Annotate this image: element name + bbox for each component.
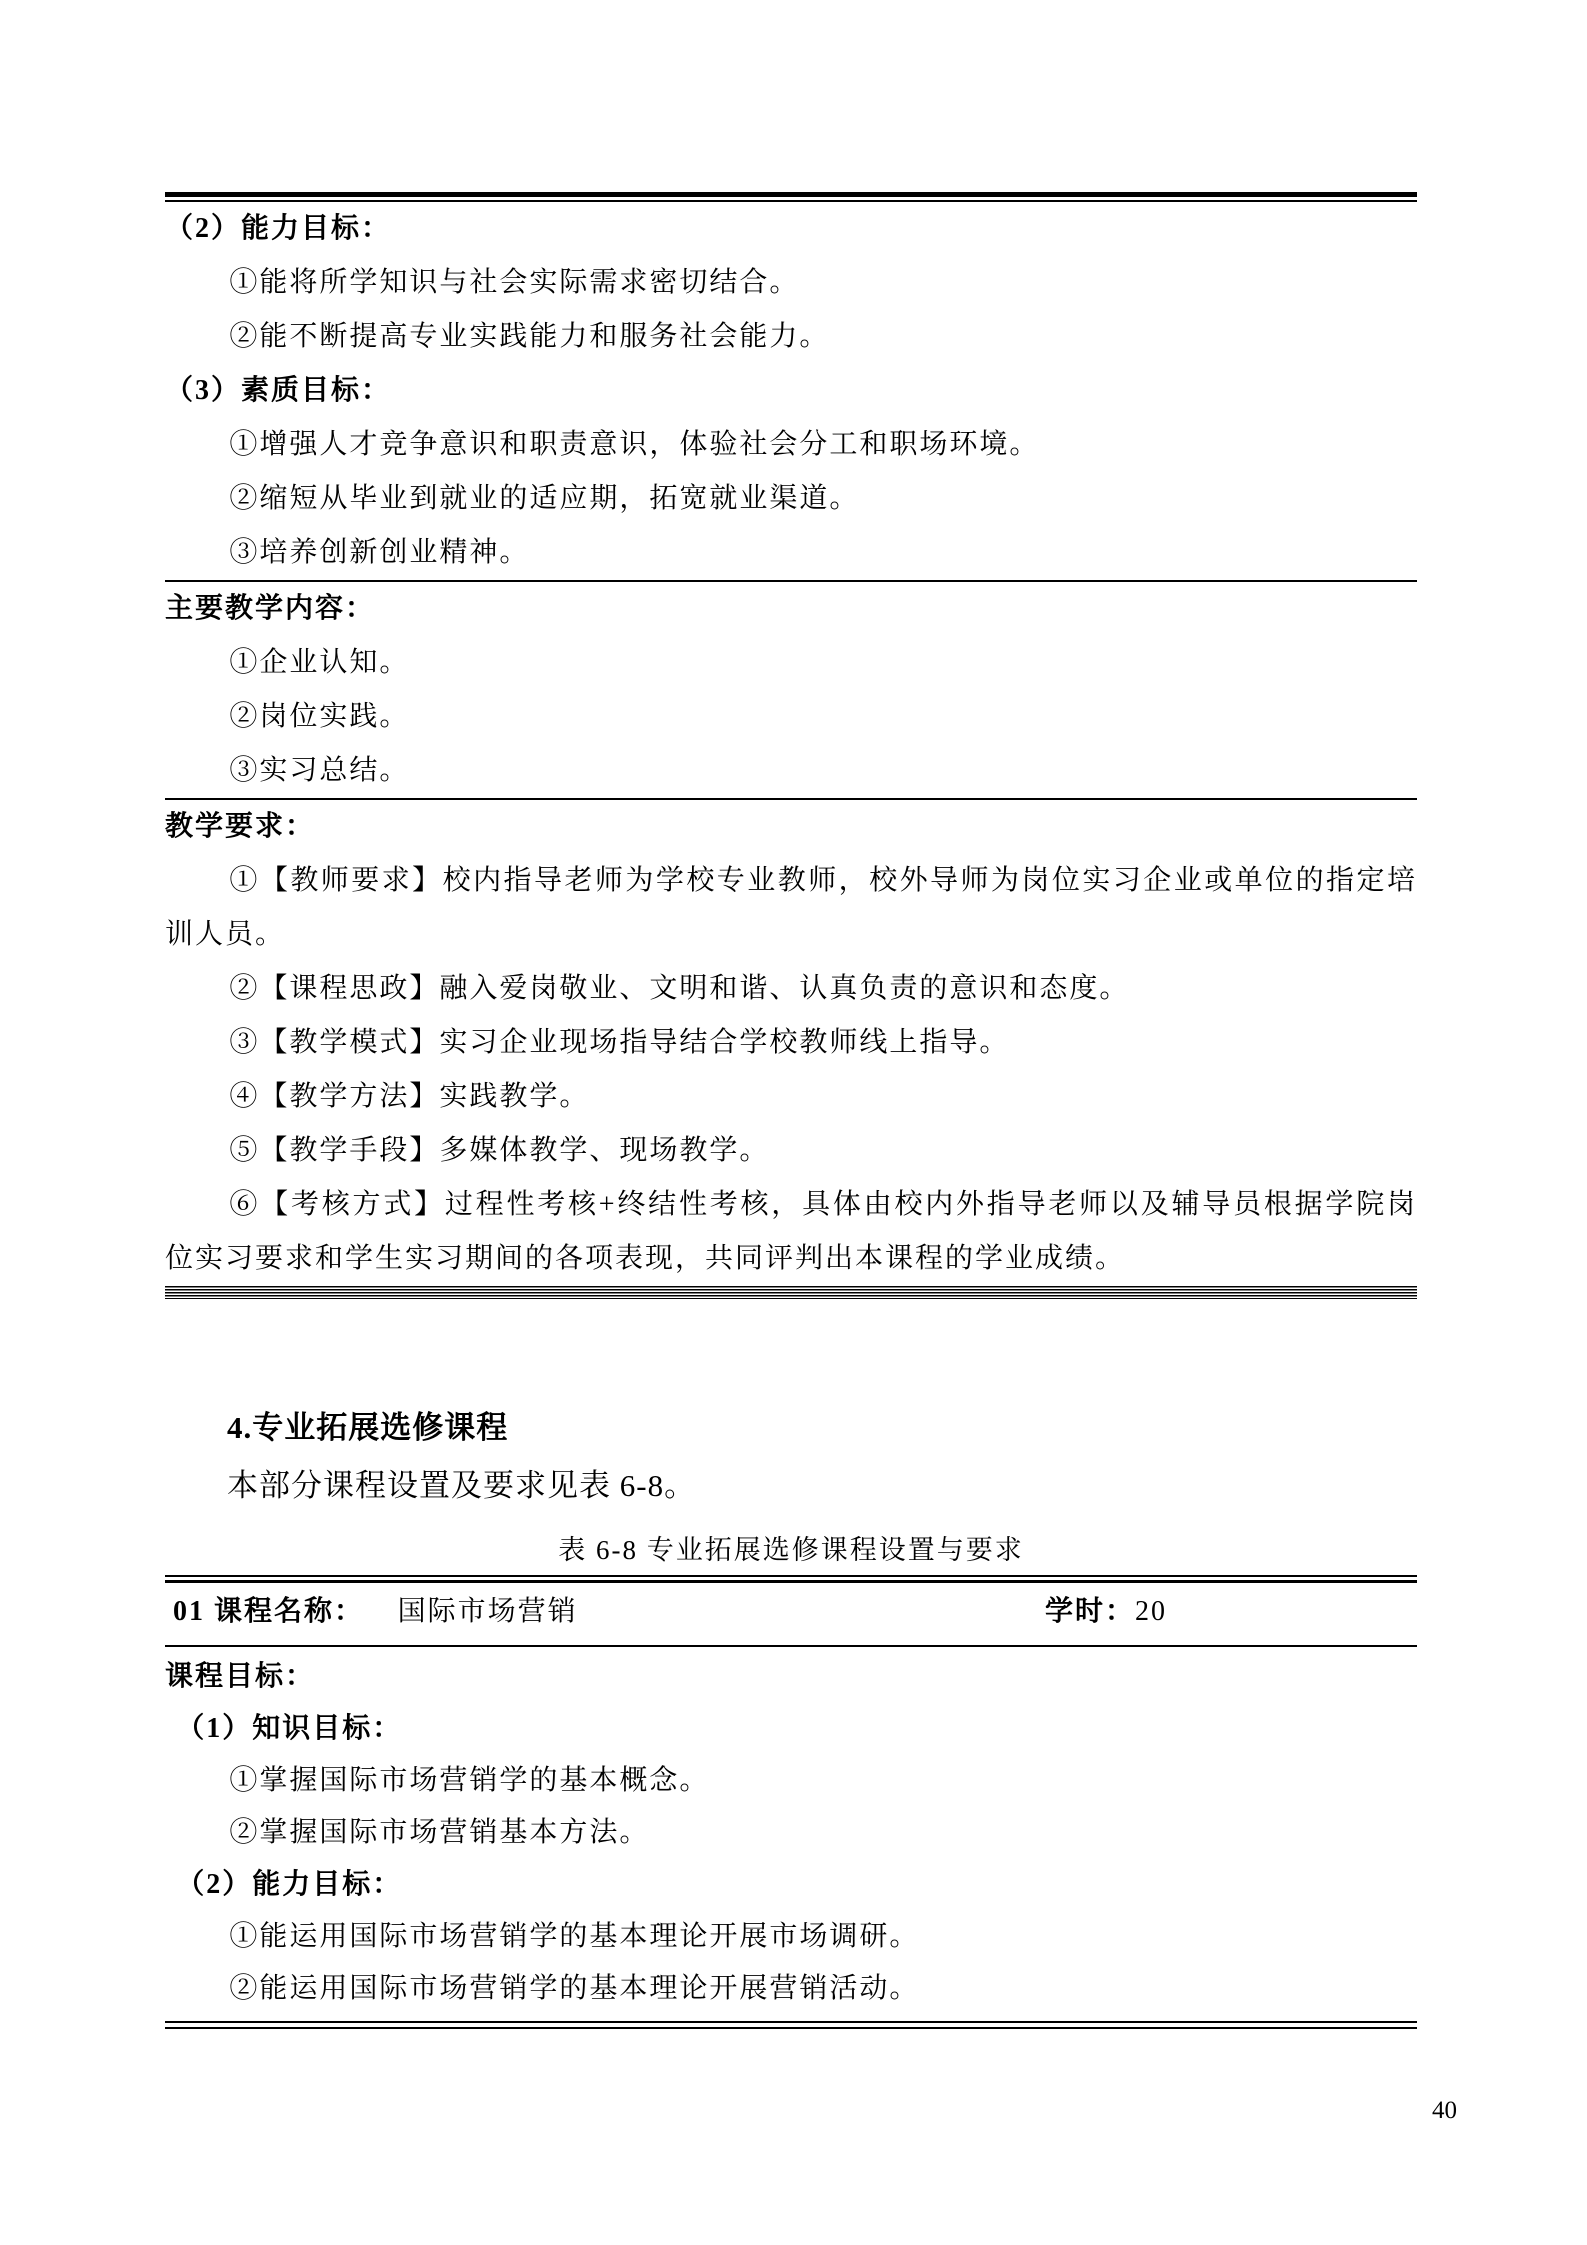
ability-goal-item: ②能运用国际市场营销学的基本理论开展营销活动。 — [229, 1973, 920, 2004]
table-bottom-border — [165, 1286, 1417, 1299]
course-name-label: 01 课程名称： — [173, 1596, 365, 1627]
ability-goal-heading: （2）能力目标： — [165, 213, 392, 244]
page-content — [165, 0, 1417, 2029]
teaching-requirements-section — [165, 800, 1417, 1286]
ability-goal-heading: （2）能力目标： — [176, 1869, 403, 1900]
knowledge-goal-item: ②掌握国际市场营销基本方法。 — [229, 1817, 650, 1848]
section-intro: 本部分课程设置及要求见表 6-8。 — [227, 1468, 697, 1503]
quality-goal-item: ①增强人才竞争意识和职责意识，体验社会分工和职场环境。 — [229, 429, 1040, 460]
elective-course-table — [165, 1575, 1417, 2029]
teaching-content-heading: 主要教学内容： — [165, 593, 376, 624]
ability-goal-item: ①能运用国际市场营销学的基本理论开展市场调研。 — [229, 1921, 920, 1952]
table-bottom-border — [165, 2021, 1417, 2029]
teaching-requirements-heading: 教学要求： — [165, 811, 316, 842]
course-table-continued — [165, 192, 1417, 1299]
course-header-row — [165, 1583, 1417, 1645]
teaching-requirement-item: ⑤【教学手段】多媒体教学、现场教学。 — [229, 1135, 770, 1166]
ability-goal-item: ②能不断提高专业实践能力和服务社会能力。 — [229, 321, 830, 352]
hours-label: 学时： — [1044, 1596, 1135, 1627]
teaching-content-section — [165, 582, 1417, 800]
top-margin-spacer — [165, 0, 1417, 192]
knowledge-goal-heading: （1）知识目标： — [176, 1713, 403, 1744]
table-caption: 表 6-8 专业拓展选修课程设置与要求 — [558, 1535, 1024, 1565]
course-goals-section — [165, 202, 1417, 582]
teaching-requirement-item: ③【教学模式】实习企业现场指导结合学校教师线上指导。 — [229, 1027, 1010, 1058]
course-goal-heading: 课程目标： — [165, 1661, 316, 1692]
course-goal-section — [165, 1647, 1417, 2021]
ability-goal-item: ①能将所学知识与社会实际需求密切结合。 — [229, 267, 800, 298]
teaching-requirement-item: ②【课程思政】融入爱岗敬业、文明和谐、认真负责的意识和态度。 — [229, 973, 1130, 1004]
section-heading: 4.专业拓展选修课程 — [227, 1410, 509, 1445]
section-gap — [165, 1299, 1417, 1399]
table-top-border — [165, 192, 1417, 202]
teaching-content-item: ②岗位实践。 — [229, 701, 410, 732]
course-name-value: 国际市场营销 — [397, 1596, 578, 1627]
teaching-requirement-item: ④【教学方法】实践教学。 — [229, 1081, 590, 1112]
teaching-requirement-item: ①【教师要求】校内指导老师为学校专业教师，校外导师为岗位实习企业或单位的指定培训人员。 — [165, 865, 1417, 950]
quality-goal-item: ③培养创新创业精神。 — [229, 537, 530, 568]
knowledge-goal-item: ①掌握国际市场营销学的基本概念。 — [229, 1765, 710, 1796]
quality-goal-heading: （3）素质目标： — [165, 375, 392, 406]
quality-goal-item: ②缩短从毕业到就业的适应期，拓宽就业渠道。 — [229, 483, 860, 514]
teaching-requirement-item: ⑥【考核方式】过程性考核+终结性考核，具体由校内外指导老师以及辅导员根据学院岗位实习要求和学生实习期间的各项表现，共同评判出本课程的学业成绩。 — [165, 1189, 1417, 1274]
table-top-border — [165, 1575, 1417, 1583]
hours-value: 20 — [1135, 1596, 1167, 1627]
course-hours — [1045, 1585, 1167, 1639]
teaching-content-item: ①企业认知。 — [229, 647, 410, 678]
page-number: 40 — [1432, 2097, 1457, 2124]
teaching-content-item: ③实习总结。 — [229, 755, 410, 786]
